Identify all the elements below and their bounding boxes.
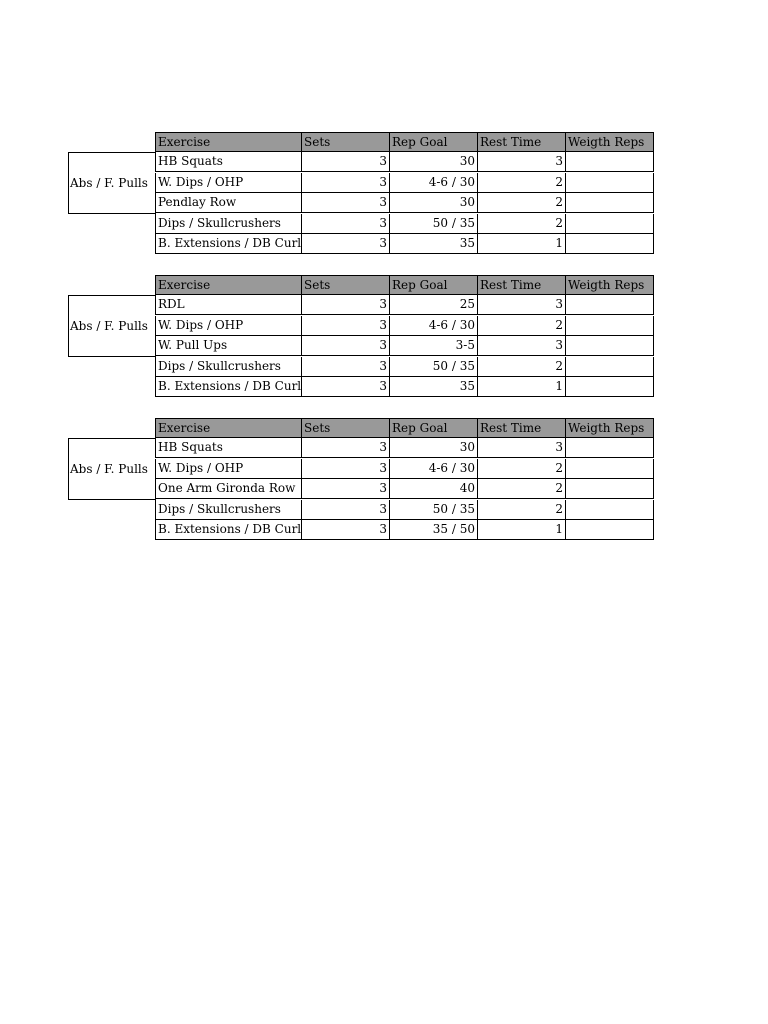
table-row — [155, 316, 654, 336]
cell-weight-reps[interactable] — [566, 500, 654, 520]
cell-rest-time[interactable]: 2 — [478, 193, 566, 213]
cell-rep-goal[interactable]: 40 — [390, 479, 478, 499]
cell-rep-goal[interactable]: 50 / 35 — [390, 500, 478, 520]
header-sets[interactable]: Sets — [302, 418, 390, 438]
cell-rest-time[interactable]: 3 — [478, 336, 566, 356]
table-row — [155, 234, 654, 254]
cell-rest-time[interactable]: 1 — [478, 520, 566, 540]
cell-sets[interactable]: 3 — [302, 214, 390, 234]
cell-rest-time[interactable]: 3 — [478, 438, 566, 458]
cell-rest-time[interactable]: 2 — [478, 173, 566, 193]
header-exercise[interactable]: Exercise — [155, 418, 302, 438]
cell-sets[interactable]: 3 — [302, 357, 390, 377]
cell-weight-reps[interactable] — [566, 234, 654, 254]
cell-exercise[interactable]: HB Squats — [155, 438, 302, 458]
cell-sets[interactable]: 3 — [302, 234, 390, 254]
cell-weight-reps[interactable] — [566, 214, 654, 234]
header-exercise[interactable]: Exercise — [155, 275, 302, 295]
header-rep-goal[interactable]: Rep Goal — [390, 132, 478, 152]
cell-weight-reps[interactable] — [566, 377, 654, 397]
side-label[interactable]: Abs / F. Pulls — [68, 152, 156, 214]
cell-sets[interactable]: 3 — [302, 193, 390, 213]
cell-exercise[interactable]: Dips / Skullcrushers — [155, 500, 302, 520]
side-label[interactable]: Abs / F. Pulls — [68, 295, 156, 357]
table-row — [155, 438, 654, 458]
cell-rest-time[interactable]: 2 — [478, 316, 566, 336]
table-row — [155, 214, 654, 234]
cell-rest-time[interactable]: 2 — [478, 500, 566, 520]
cell-exercise[interactable]: Pendlay Row — [155, 193, 302, 213]
table-row — [155, 336, 654, 356]
cell-rep-goal[interactable]: 30 — [390, 438, 478, 458]
cell-weight-reps[interactable] — [566, 520, 654, 540]
cell-weight-reps[interactable] — [566, 193, 654, 213]
cell-rest-time[interactable]: 2 — [478, 214, 566, 234]
cell-exercise[interactable]: B. Extensions / DB Curl — [155, 520, 302, 540]
cell-rest-time[interactable]: 1 — [478, 234, 566, 254]
cell-weight-reps[interactable] — [566, 152, 654, 172]
header-weight-reps[interactable]: Weigth Reps — [566, 275, 654, 295]
cell-weight-reps[interactable] — [566, 336, 654, 356]
table-row — [155, 173, 654, 193]
cell-rep-goal[interactable]: 35 / 50 — [390, 520, 478, 540]
header-row — [155, 275, 654, 295]
cell-rest-time[interactable]: 2 — [478, 459, 566, 479]
cell-weight-reps[interactable] — [566, 357, 654, 377]
header-weight-reps[interactable]: Weigth Reps — [566, 132, 654, 152]
header-sets[interactable]: Sets — [302, 132, 390, 152]
cell-exercise[interactable]: W. Pull Ups — [155, 336, 302, 356]
cell-sets[interactable]: 3 — [302, 438, 390, 458]
cell-sets[interactable]: 3 — [302, 520, 390, 540]
cell-rep-goal[interactable]: 4-6 / 30 — [390, 173, 478, 193]
cell-rep-goal[interactable]: 30 — [390, 152, 478, 172]
cell-rep-goal[interactable]: 35 — [390, 234, 478, 254]
cell-sets[interactable]: 3 — [302, 152, 390, 172]
cell-rep-goal[interactable]: 35 — [390, 377, 478, 397]
cell-exercise[interactable]: Dips / Skullcrushers — [155, 357, 302, 377]
cell-rep-goal[interactable]: 3-5 — [390, 336, 478, 356]
header-sets[interactable]: Sets — [302, 275, 390, 295]
cell-sets[interactable]: 3 — [302, 500, 390, 520]
cell-rest-time[interactable]: 1 — [478, 377, 566, 397]
header-rep-goal[interactable]: Rep Goal — [390, 275, 478, 295]
table-row — [155, 377, 654, 397]
cell-rep-goal[interactable]: 25 — [390, 295, 478, 315]
cell-rest-time[interactable]: 2 — [478, 479, 566, 499]
cell-rep-goal[interactable]: 4-6 / 30 — [390, 316, 478, 336]
cell-exercise[interactable]: W. Dips / OHP — [155, 173, 302, 193]
side-label[interactable]: Abs / F. Pulls — [68, 438, 156, 500]
cell-exercise[interactable]: RDL — [155, 295, 302, 315]
table-row — [155, 500, 654, 520]
table-row — [155, 357, 654, 377]
cell-exercise[interactable]: B. Extensions / DB Curl — [155, 234, 302, 254]
cell-exercise[interactable]: One Arm Gironda Row — [155, 479, 302, 499]
header-row — [155, 418, 654, 438]
cell-sets[interactable]: 3 — [302, 316, 390, 336]
table-row — [155, 295, 654, 315]
cell-sets[interactable]: 3 — [302, 173, 390, 193]
table-row — [155, 193, 654, 213]
header-rest-time[interactable]: Rest Time — [478, 132, 566, 152]
header-exercise[interactable]: Exercise — [155, 132, 302, 152]
cell-rep-goal[interactable]: 30 — [390, 193, 478, 213]
cell-exercise[interactable]: HB Squats — [155, 152, 302, 172]
cell-sets[interactable]: 3 — [302, 377, 390, 397]
cell-exercise[interactable]: W. Dips / OHP — [155, 316, 302, 336]
cell-weight-reps[interactable] — [566, 316, 654, 336]
cell-sets[interactable]: 3 — [302, 336, 390, 356]
cell-rep-goal[interactable]: 50 / 35 — [390, 214, 478, 234]
cell-weight-reps[interactable] — [566, 295, 654, 315]
table-row — [155, 520, 654, 540]
cell-exercise[interactable]: Dips / Skullcrushers — [155, 214, 302, 234]
cell-rep-goal[interactable]: 50 / 35 — [390, 357, 478, 377]
header-rest-time[interactable]: Rest Time — [478, 275, 566, 295]
cell-weight-reps[interactable] — [566, 459, 654, 479]
header-rep-goal[interactable]: Rep Goal — [390, 418, 478, 438]
cell-exercise[interactable]: B. Extensions / DB Curl — [155, 377, 302, 397]
header-row — [155, 132, 654, 152]
cell-rest-time[interactable]: 2 — [478, 357, 566, 377]
cell-rest-time[interactable]: 3 — [478, 295, 566, 315]
cell-exercise[interactable]: W. Dips / OHP — [155, 459, 302, 479]
cell-rest-time[interactable]: 3 — [478, 152, 566, 172]
cell-weight-reps[interactable] — [566, 438, 654, 458]
header-rest-time[interactable]: Rest Time — [478, 418, 566, 438]
cell-sets[interactable]: 3 — [302, 295, 390, 315]
cell-sets[interactable]: 3 — [302, 459, 390, 479]
cell-sets[interactable]: 3 — [302, 479, 390, 499]
table-row — [155, 459, 654, 479]
cell-weight-reps[interactable] — [566, 173, 654, 193]
header-weight-reps[interactable]: Weigth Reps — [566, 418, 654, 438]
table-row — [155, 152, 654, 172]
cell-rep-goal[interactable]: 4-6 / 30 — [390, 459, 478, 479]
table-row — [155, 479, 654, 499]
cell-weight-reps[interactable] — [566, 479, 654, 499]
